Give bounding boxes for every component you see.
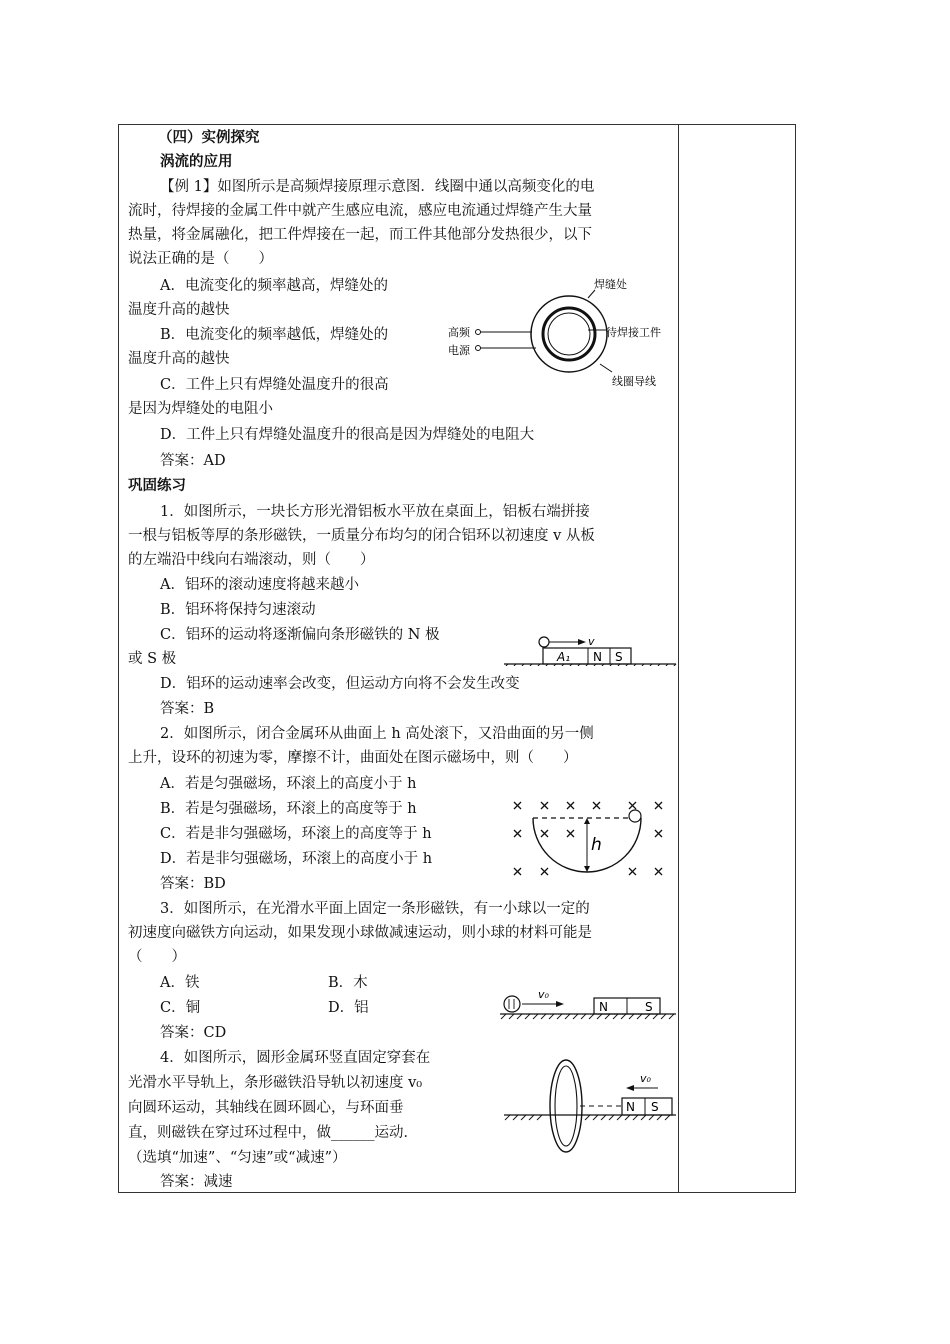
- example1-stem-line: 【例 1】如图所示是高频焊接原理示意图．线圈中通以高频变化的电: [160, 179, 595, 195]
- q3-figure: [498, 986, 678, 1022]
- example1-option-line: C．工件上只有焊缝处温度升的很高: [160, 377, 389, 393]
- q1-figure: [500, 632, 680, 666]
- q3-option: B．木: [328, 975, 368, 991]
- q2-h-label: h: [591, 835, 602, 855]
- example1-option-line: D．工件上只有焊缝处温度升的很高是因为焊缝处的电阻大: [160, 427, 535, 443]
- q1-option-line: B．铝环将保持匀速滚动: [160, 602, 316, 618]
- q3-option: D．铝: [328, 1000, 369, 1016]
- q3-s-label: S: [645, 1000, 653, 1014]
- q1-n-label: N: [593, 650, 602, 664]
- q2-option-line: B．若是匀强磁场，环滚上的高度等于 h: [160, 801, 417, 817]
- q3-stem-line: 3．如图所示，在光滑水平面上固定一条形磁铁，有一小球以一定的: [160, 901, 590, 917]
- q2-stem-line: 2．如图所示，闭合金属环从曲面上 h 高处滚下，又沿曲面的另一侧: [160, 726, 594, 742]
- q1-s-label: S: [615, 650, 623, 664]
- example1-option-line: 温度升高的越快: [128, 302, 230, 318]
- section-title: （四）实例探究: [158, 129, 260, 146]
- example1-option-line: A．电流变化的频率越高，焊缝处的: [160, 278, 388, 294]
- q4-s-label: S: [651, 1100, 659, 1114]
- q1-option-line: A．铝环的滚动速度将越来越小: [160, 577, 359, 593]
- example1-answer: 答案：AD: [160, 453, 226, 469]
- example1-option-line: 温度升高的越快: [128, 351, 230, 367]
- example1-stem-line: 流时，待焊接的金属工件中就产生感应电流，感应电流通过焊缝产生大量: [128, 203, 592, 219]
- subsection-title: 涡流的应用: [160, 153, 233, 170]
- q1-stem-line: 1．如图所示，一块长方形光滑铝板水平放在桌面上，铝板右端拼接: [160, 504, 590, 520]
- q3-n-label: N: [599, 1000, 608, 1014]
- q4-stem-line: （选填“加速”、“匀速”或“减速”）: [128, 1150, 347, 1166]
- weld-label: 焊缝处: [594, 278, 627, 291]
- q1-option-line: 或 S 极: [128, 651, 177, 667]
- q2-option-line: C．若是非匀强磁场，环滚上的高度等于 h: [160, 826, 432, 842]
- q4-stem-line: 向圆环运动，其轴线在圆环圆心，与环面垂: [128, 1100, 404, 1116]
- q4-stem-line: 光滑水平导轨上，条形磁铁沿导轨以初速度 v₀: [128, 1075, 423, 1091]
- q1-option-line: C．铝环的运动将逐渐偏向条形磁铁的 N 极: [160, 627, 440, 643]
- example1-stem-line: 说法正确的是（ ）: [128, 251, 273, 267]
- q1-v-label: v: [588, 635, 595, 648]
- q2-figure: [505, 794, 675, 886]
- q1-answer: 答案：B: [160, 701, 215, 717]
- q2-answer: 答案：BD: [160, 876, 226, 892]
- practice-title: 巩固练习: [128, 477, 186, 494]
- q4-answer: 答案：减速: [160, 1174, 233, 1190]
- power-label-1: 高频: [448, 326, 470, 339]
- example1-stem-line: 热量，将金属融化，把工件焊接在一起，而工件其他部分发热很少，以下: [128, 227, 592, 243]
- q1-stem-line: 一根与铝板等厚的条形磁铁，一质量分布均匀的闭合铝环以初速度 v 从板: [128, 528, 595, 544]
- q3-option: A．铁: [160, 975, 200, 991]
- q1-stem-line: 的左端沿中线向右端滚动，则（ ）: [128, 552, 375, 568]
- example1-option-line: B．电流变化的频率越低，焊缝处的: [160, 327, 389, 343]
- q4-stem-line: 直，则磁铁在穿过环过程中，做______运动．: [128, 1125, 418, 1141]
- workpiece-label: 待焊接工件: [606, 326, 661, 339]
- q4-v0-label: v₀: [640, 1072, 651, 1085]
- example1-option-line: 是因为焊缝处的电阻小: [128, 401, 273, 417]
- q3-stem-line: （ ）: [128, 949, 186, 965]
- power-label-2: 电源: [448, 344, 470, 357]
- q2-option-line: D．若是非匀强磁场，环滚上的高度小于 h: [160, 851, 433, 867]
- coil-label: 线圈导线: [612, 375, 656, 388]
- q2-stem-line: 上升，设环的初速为零，摩擦不计，曲面处在图示磁场中，则（ ）: [128, 750, 578, 766]
- q1-option-line: D．铝环的运动速率会改变，但运动方向将不会发生改变: [160, 676, 520, 692]
- welding-figure: [440, 278, 680, 398]
- q3-v0-label: v₀: [538, 988, 549, 1001]
- q4-n-label: N: [626, 1100, 635, 1114]
- q4-figure: [500, 1046, 680, 1158]
- q2-option-line: A．若是匀强磁场，环滚上的高度小于 h: [160, 776, 417, 792]
- q3-answer: 答案：CD: [160, 1025, 227, 1041]
- q3-stem-line: 初速度向磁铁方向运动，如果发现小球做减速运动，则小球的材料可能是: [128, 925, 592, 941]
- q4-stem-line: 4．如图所示，圆形金属环竖直固定穿套在: [160, 1050, 431, 1066]
- q3-option: C．铜: [160, 1000, 201, 1016]
- q1-a1-label: A₁: [557, 650, 571, 664]
